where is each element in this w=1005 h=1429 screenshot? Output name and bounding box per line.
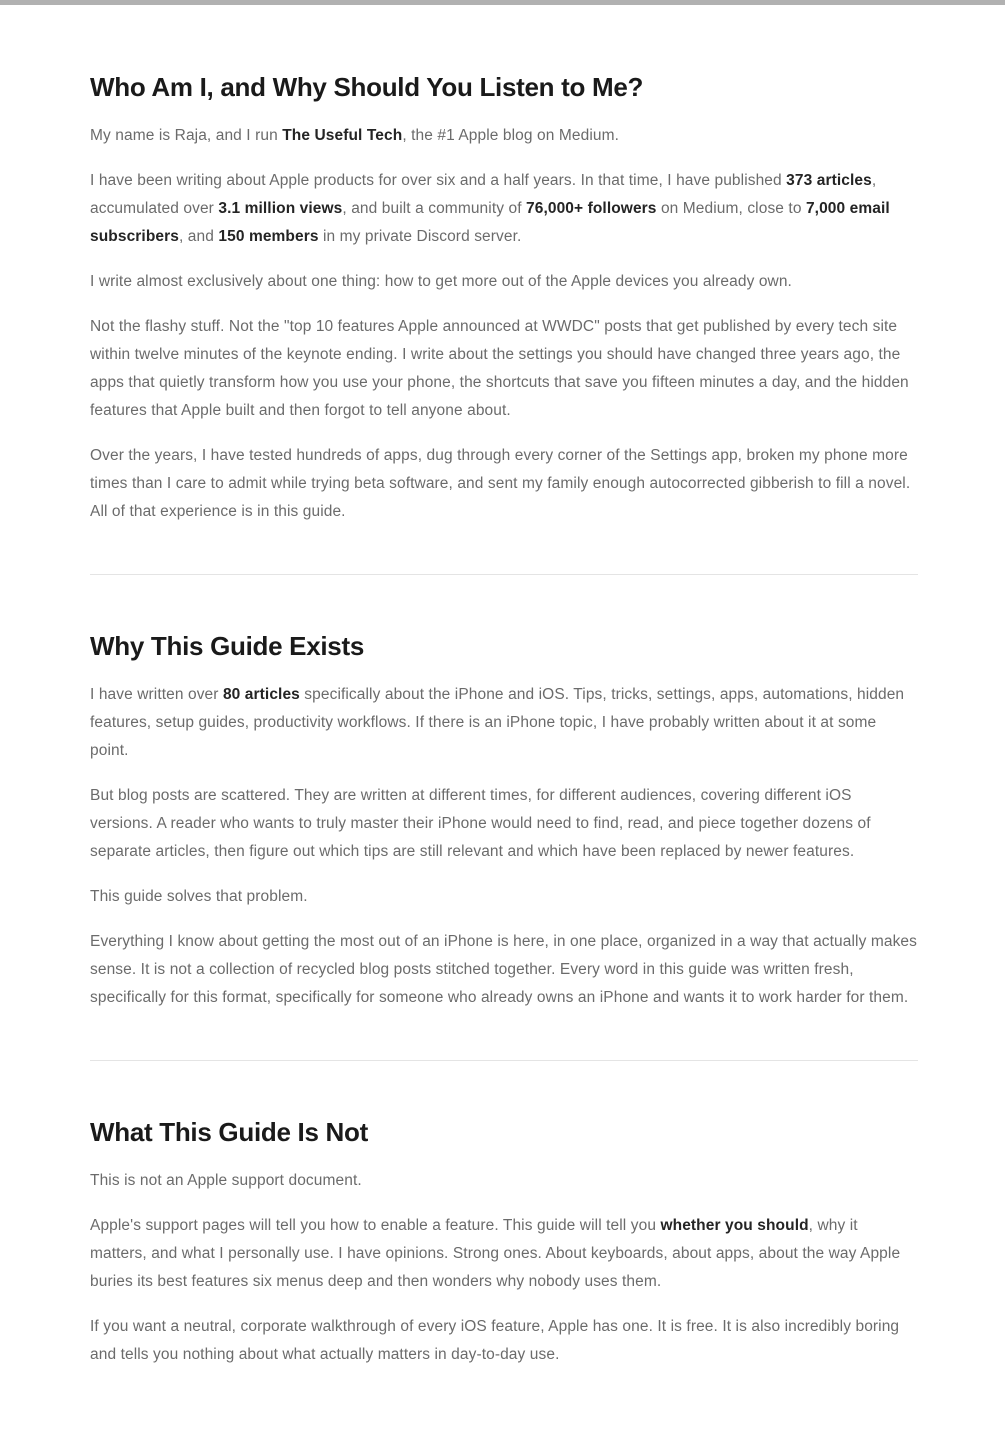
paragraph: I write almost exclusively about one thing: how to get more out of the Apple devices you already own. <box>90 273 792 290</box>
section-divider <box>90 574 918 575</box>
paragraph: But blog posts are scattered. They are written at different times, for different audiences, covering different iOS versions. A reader who wants to truly master their iPhone would need to find, read, and piece together dozens of separate articles, then figure out which tips are still relevant and which have been replaced by newer features. <box>90 787 871 860</box>
paragraph: This guide solves that problem. <box>90 888 308 905</box>
bold-run: 150 members <box>218 228 319 245</box>
bold-run: 7,000 email subscribers <box>90 200 890 245</box>
paragraph: Apple's support pages will tell you how to enable a feature. This guide will tell you whether you should, why it matters, and what I personally use. I have opinions. Strong ones. About keyboards, about apps, about the way Apple buries its best features six menus deep and then wonders why nobody uses them. <box>90 1217 901 1290</box>
bold-run: 373 articles <box>786 172 872 189</box>
section-divider <box>90 1060 918 1061</box>
section-heading: Who Am I, and Why Should You Listen to Me? <box>90 72 644 102</box>
paragraph: Everything I know about getting the most out of an iPhone is here, in one place, organized in a way that actually makes sense. It is not a collection of recycled blog posts stitched together. Every word in this guide was written fresh, specifically for this format, specifically for someone who already owns an iPhone and wants it to work harder for them. <box>90 933 917 1006</box>
paragraph: This is not an Apple support document. <box>90 1172 362 1189</box>
paragraph: I have written over 80 articles specifically about the iPhone and iOS. Tips, tricks, settings, apps, automations, hidden features, setup guides, productivity workflows. If there is an iPhone topic, I have probably written about it at some point. <box>90 686 905 759</box>
paragraph: Not the flashy stuff. Not the "top 10 features Apple announced at WWDC" posts that get published by every tech site within twelve minutes of the keynote ending. I write about the settings you should have changed three years ago, the apps that quietly transform how you use your phone, the shortcuts that save you fifteen minutes a day, and the hidden features that Apple built and then forgot to tell anyone about. <box>90 318 909 419</box>
bold-run: 3.1 million views <box>218 200 343 217</box>
paragraph: I have been writing about Apple products for over six and a half years. In that time, I have published 373 articles, accumulated over 3.1 million views, and built a community of 76,000+ followers on Medium, close to 7,000 email subscribers, and 150 members in my private Discord server. <box>90 172 890 245</box>
paragraph: Over the years, I have tested hundreds of apps, dug through every corner of the Settings app, broken my phone more times than I care to admit while trying beta software, and sent my family enough autocorrected gibberish to fill a novel. All of that experience is in this guide. <box>90 447 911 520</box>
bold-run: whether you should <box>660 1217 809 1234</box>
paragraph: If you want a neutral, corporate walkthrough of every iOS feature, Apple has one. It is free. It is also incredibly boring and tells you nothing about what actually matters in day-to-day use. <box>90 1318 900 1363</box>
article-content <box>90 5 918 1369</box>
section-heading: Why This Guide Exists <box>90 631 364 661</box>
section-heading: What This Guide Is Not <box>90 1117 368 1147</box>
bold-run: 76,000+ followers <box>526 200 657 217</box>
paragraph: My name is Raja, and I run The Useful Tech, the #1 Apple blog on Medium. <box>90 127 620 144</box>
bold-run: 80 articles <box>222 686 300 703</box>
bold-run: The Useful Tech <box>282 127 403 144</box>
